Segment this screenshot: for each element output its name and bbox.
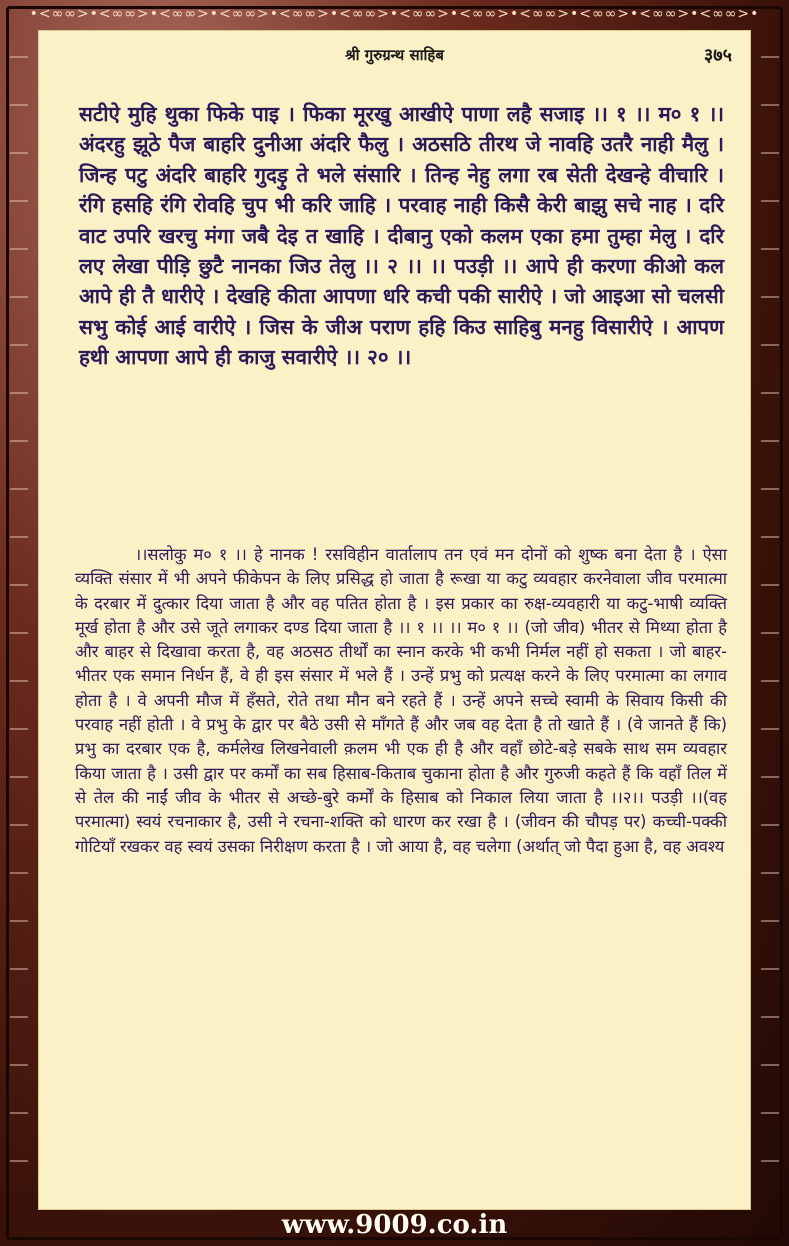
page-title: श्री गुरुग्रन्थ साहिब <box>345 46 444 64</box>
hindi-translation-text: ।।सलोकु म० १ ।। हे नानक ! रसविहीन वार्तालाप तन एवं मन दोनों को शुष्क बना देता है । ऐसा व्यक्ति संसार में भी अपने फीकेपन के लिए प्रसिद्ध हो जाता है रूखा या कटु व्यवहार करनेवाला जीव परमात्मा के दरबार में दुत्कार दिया जाता है और वह पतित होता है । इस प्रकार का रुक्ष-व्यवहारी या कटु-भाषी व्यक्ति मूर्ख होता है और उसे जूते लगाकर दण्ड दिया जाता है ।। १ ।। ।। म० १ ।। (जो जीव) भीतर से मिथ्या होता है और बाहर से दिखावा करता है, वह अठसठ तीर्थों का स्नान करके भी कभी निर्मल नहीं हो सकता । जो बाहर-भीतर एक समान निर्धन हैं, वे ही इस संसार में भले हैं । उन्हें प्रभु को प्रत्यक्ष करने के लिए परमात्मा का लगाव होता है । वे अपनी मौज में हँसते, रोते तथा मौन बने रहते हैं । उन्हें अपने सच्चे स्वामी के सिवाय किसी की परवाह नहीं होती । वे प्रभु के द्वार पर बैठे उसी से माँगते हैं और जब वह देता है तो खाते हैं । (वे जानते हैं कि) प्रभु का दरबार एक है, कर्मलेख लिखनेवाली क़लम भी एक ही है और वहाँ छोटे-बड़े सबके साथ सम व्यवहार किया जाता है । उसी द्वार पर कर्मों का सब हिसाब-किताब चुकाना होता है और गुरुजी कहते हैं कि वहाँ तिल में से तेल की नाईं जीव के भीतर से अच्छे-बुरे कर्मों के हिसाब को निकाल लिया जाता है ।।२।। पउड़ी ।।(वह परमात्मा) स्वयं रचनाकार है, उसी ने रचना-शक्ति को धारण कर रखा है । (जीवन की चौपड़ पर) कच्ची-पक्की गोटियाँ रखकर वह स्वयं उसका निरीक्षण करता है । जो आया है, वह चलेगा (अर्थात् जो पैदा हुआ है, वह अवश्य <box>75 545 728 856</box>
page-number: ३७५ <box>703 45 732 66</box>
gurbani-verse-text: सटीऐ मुहि थुका फिके पाइ । फिका मूरखु आखीऐ पाणा लहै सजाइ ।। १ ।। म० १ ।। अंदरहु झूठे पैज बाहरि दुनीआ अंदरि फैलु । अठसठि तीरथ जे नावहि उतरै नाही मैलु । जिन्ह पटु अंदरि बाहरि गुदड़ु ते भले संसारि । तिन्ह नेहु लगा रब सेती देखन्हे वीचारि । रंगि हसहि रंगि रोवहि चुप भी करि जाहि । परवाह नाही किसै केरी बाझु सचे नाह । दरि वाट उपरि खरचु मंगा जबै देइ त खाहि । दीबानु एको कलम एका हमा तुम्हा मेलु । दरि लए लेखा पीड़ि छुटै नानका जिउ तेलु ।। २ ।। ।। पउड़ी ।। आपे ही करणा कीओ कल आपे ही तै धारीऐ । देखहि कीता आपणा धरि कची पकी सारीऐ । जो आइआ सो चलसी सभु कोई आई वारीऐ । जिस के जीअ पराण हहि किउ साहिबु मनहु विसारीऐ । आपण हथी आपणा आपे ही काजु सवारीऐ ।। २० ।। <box>79 102 724 370</box>
page-header <box>39 41 750 69</box>
border-ornament-right <box>761 32 779 1206</box>
website-watermark: www.9009.co.in <box>281 1210 508 1240</box>
scripture-page <box>38 30 751 1210</box>
border-ornament-top: •<∞∞>•<∞∞>•<∞∞>•<∞∞>•<∞∞>•<∞∞>•<∞∞>•<∞∞>•<∞∞>•<∞∞>•<∞∞>•<∞∞>• <box>29 6 760 22</box>
border-ornament-left <box>10 32 28 1206</box>
